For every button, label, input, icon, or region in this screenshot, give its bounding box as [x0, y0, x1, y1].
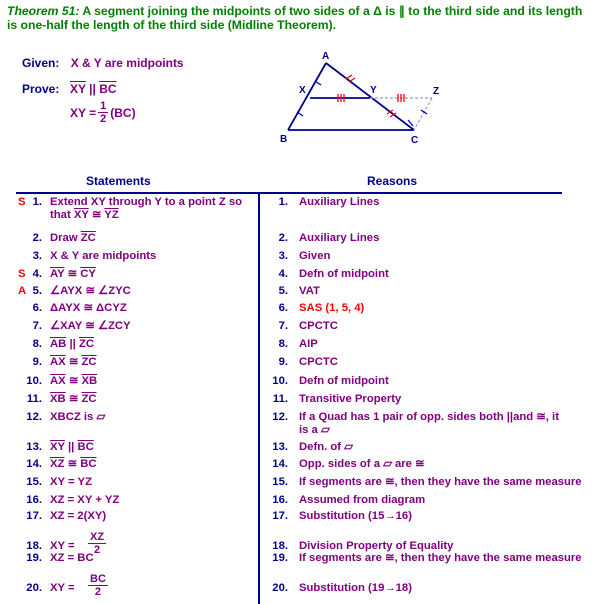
reason-text: Auxiliary Lines	[299, 232, 380, 244]
given-label: Given:	[22, 56, 60, 70]
statement-number: 10.	[26, 375, 42, 387]
statement-number: 6.	[32, 302, 42, 314]
reason-text: Defn of midpoint	[299, 375, 389, 387]
reason-number: 7.	[278, 320, 288, 332]
reason-number: 20.	[272, 582, 288, 594]
statement-text: Extend XY through Y to a point Z so	[50, 196, 243, 208]
reason-text: Given	[299, 250, 331, 262]
statement-number: 13.	[26, 441, 42, 453]
statement-number: 11.	[26, 393, 42, 405]
statement-number: 7.	[32, 320, 42, 332]
statement-text: $\overline{AX}$ ≅ $\overline{ZC}$	[50, 356, 97, 368]
prove-label: Prove:	[22, 82, 60, 96]
reason-number: 2.	[278, 232, 288, 244]
reason-text: Auxiliary Lines	[299, 196, 380, 208]
statement-number: 5.	[32, 285, 42, 297]
header-divider	[16, 192, 562, 194]
side-ab	[288, 63, 326, 130]
theorem-title	[7, 4, 592, 32]
fraction-denominator: 2	[93, 544, 101, 556]
label-c: C	[411, 135, 419, 146]
reason-text: AIP	[299, 338, 318, 350]
reason-text: Division Property of Equality	[299, 540, 454, 552]
fraction-numerator: XZ	[90, 531, 105, 543]
reason-text: Assumed from diagram	[299, 494, 426, 506]
label-a: A	[322, 51, 330, 62]
fraction-numerator: 1	[100, 100, 107, 112]
statement-number: 19.	[26, 552, 42, 564]
reason-number: 14.	[272, 458, 288, 470]
statements-header: Statements	[86, 174, 151, 188]
label-b: B	[280, 134, 288, 145]
statement-number: 12.	[26, 411, 42, 423]
statement-text: XBCZ is ▱	[50, 411, 106, 423]
reason-number: 10.	[272, 375, 288, 387]
reason-number: 19.	[272, 552, 288, 564]
reason-number: 6.	[278, 302, 288, 314]
reason-text: Defn of midpoint	[299, 268, 389, 280]
fraction-numerator: BC	[90, 573, 106, 585]
reason-number: 8.	[278, 338, 288, 350]
prove-line-2	[70, 100, 136, 125]
reason-text: Opp. sides of a ▱ are ≅	[299, 458, 425, 470]
statement-text: $\overline{AY}$ ≅ $\overline{CY}$	[50, 268, 96, 280]
reasons-header: Reasons	[367, 174, 418, 188]
statement-number: 2.	[32, 232, 42, 244]
reason-text: Substitution (19→18)	[299, 582, 412, 594]
statement-text: $\overline{AX}$ ≅ $\overline{XB}$	[50, 375, 98, 387]
segment-bc: $\overline{BC}$	[99, 82, 117, 96]
fraction	[98, 100, 108, 125]
reason-number: 16.	[272, 494, 288, 506]
statement-number: 17.	[26, 510, 42, 522]
reason-text: Transitive Property	[299, 393, 402, 405]
prove-line-1	[70, 82, 117, 96]
statement-text: XY =	[50, 582, 75, 594]
step-marker: S	[18, 196, 26, 208]
statement-text: $\overline{XY}$ || $\overline{BC}$	[50, 441, 94, 453]
label-z: Z	[433, 86, 440, 97]
theorem-text: A segment joining the midpoints of two sides of a Δ is ∥ to the third side and its length is one-half the length of the third side (Midline Theorem).	[7, 4, 583, 32]
statement-number: 14.	[26, 458, 42, 470]
statement-number: 3.	[32, 250, 42, 262]
statement-text: ∠XAY ≅ ∠ZCY	[50, 320, 131, 332]
statement-text: $\overline{XB}$ ≅ $\overline{ZC}$	[50, 393, 97, 405]
prove-line-2-lhs: XY =	[70, 105, 97, 120]
reason-text: SAS (1, 5, 4)	[299, 302, 365, 314]
label-x: X	[299, 85, 306, 96]
reason-text: Defn. of ▱	[299, 441, 353, 453]
segment-xy: $\overline{XY}$	[70, 82, 86, 96]
statement-text-continued: that $\overline{XY}$ ≅ $\overline{YZ}$	[50, 209, 119, 221]
fraction-denominator: 2	[100, 113, 107, 125]
statement-number: 4.	[32, 268, 42, 280]
given-text: X & Y are midpoints	[70, 56, 184, 70]
statement-fraction	[88, 573, 108, 598]
statement-text: X & Y are midpoints	[50, 250, 157, 262]
reason-number: 11.	[272, 393, 288, 405]
reason-number: 15.	[272, 476, 288, 488]
statement-text: XZ = XY + YZ	[50, 494, 120, 506]
reason-text: Substitution (15→16)	[299, 510, 412, 522]
reason-number: 4.	[278, 268, 288, 280]
step-marker: S	[18, 268, 26, 280]
statement-number: 15.	[26, 476, 42, 488]
fraction-denominator: 2	[94, 586, 101, 598]
step-marker: A	[18, 285, 27, 297]
reason-text: If segments are ≅, then they have the same measure	[299, 552, 582, 564]
statement-number: 20.	[26, 582, 42, 594]
statement-number: 1.	[32, 196, 42, 208]
reason-number: 13.	[272, 441, 288, 453]
statement-number: 18.	[26, 540, 42, 552]
statement-number: 16.	[26, 494, 42, 506]
reason-text: VAT	[299, 285, 320, 297]
statement-text: Draw $\overline{ZC}$	[50, 232, 96, 244]
reason-text: If segments are ≅, then they have the same measure	[299, 476, 582, 488]
statement-text: ΔAYX ≅ ΔCYZ	[50, 302, 127, 314]
triangle-diagram	[270, 48, 450, 148]
reason-text: CPCTC	[299, 320, 338, 332]
statement-text: $\overline{AB}$ || $\overline{ZC}$	[50, 338, 94, 350]
reason-text: CPCTC	[299, 356, 338, 368]
theorem-label: Theorem 51:	[7, 4, 80, 18]
reason-number: 12.	[272, 411, 288, 423]
statement-text: XY =	[50, 540, 75, 552]
statement-number: 8.	[32, 338, 42, 350]
reason-number: 3.	[278, 250, 288, 262]
reason-text-continued: is a ▱	[299, 424, 330, 436]
segment-zc	[414, 98, 432, 130]
reason-number: 1.	[278, 196, 288, 208]
statement-text: ∠AYX ≅ ∠ZYC	[50, 285, 131, 297]
statement-text: XZ = 2(XY)	[50, 510, 107, 522]
reason-number: 5.	[278, 285, 288, 297]
reason-text: If a Quad has 1 pair of opp. sides both ||and ≅, it	[299, 411, 559, 423]
statement-number: 9.	[32, 356, 42, 368]
reason-number: 18.	[272, 540, 288, 552]
statement-text: XY = YZ	[50, 476, 92, 488]
prove-line-2-rhs: (BC)	[110, 105, 136, 120]
label-y: Y	[370, 85, 377, 96]
reason-number: 9.	[278, 356, 288, 368]
column-divider	[258, 193, 260, 604]
reason-number: 17.	[272, 510, 288, 522]
given-line	[22, 56, 184, 70]
statement-text: $\overline{XZ}$ ≅ $\overline{BC}$	[50, 458, 97, 470]
statement-text: XZ = BC	[50, 552, 94, 564]
parallel-symbol: ||	[85, 82, 100, 96]
